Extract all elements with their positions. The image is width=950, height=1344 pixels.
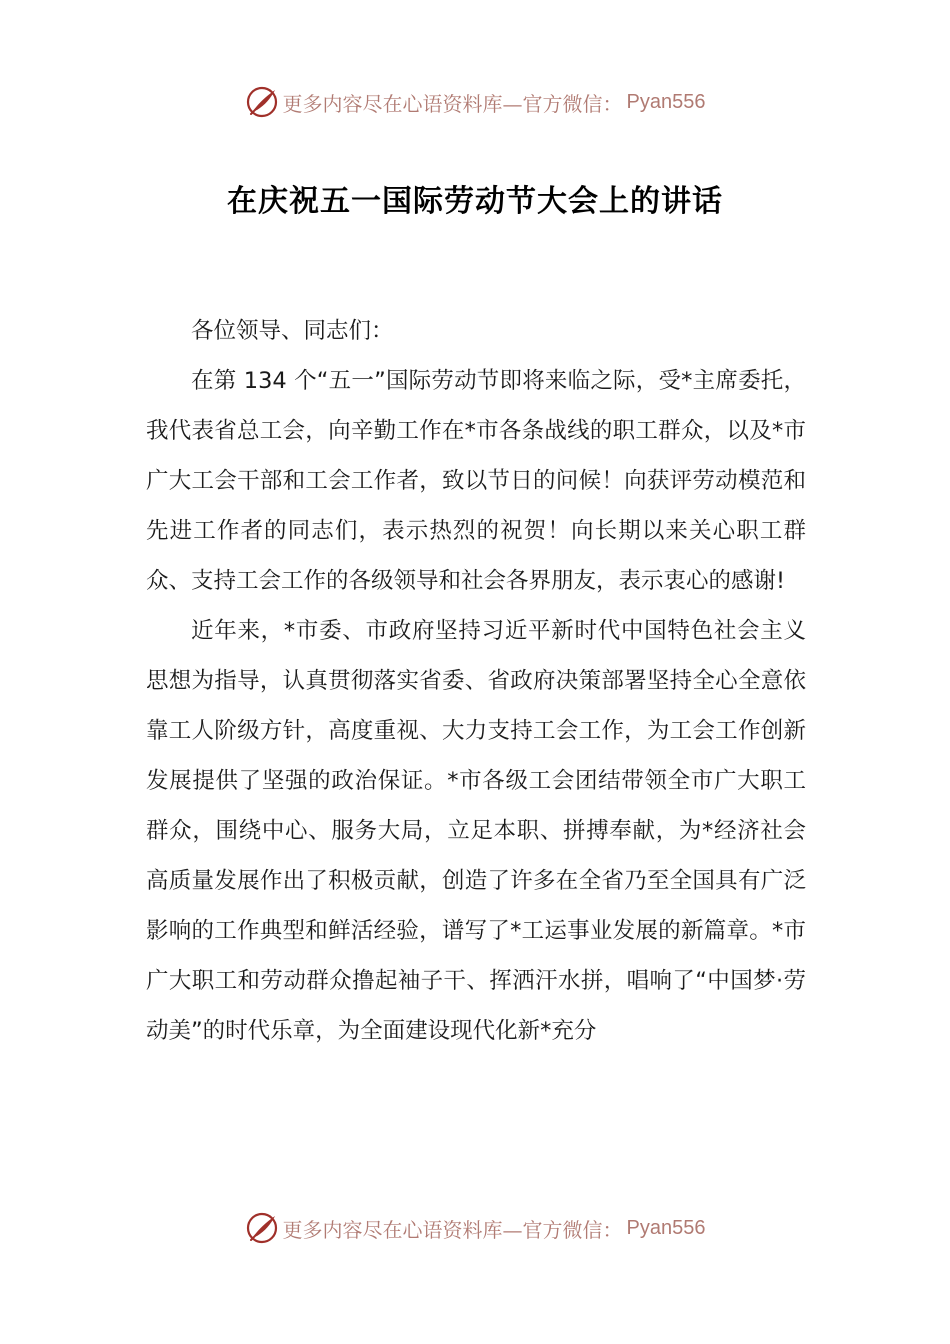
watermark-text: 更多内容尽在心语资料库—官方微信： (282, 1217, 623, 1242)
paragraph: 近年来，*市委、市政府坚持习近平新时代中国特色社会主义思想为指导，认真贯彻落实省委、省政府决策部署坚持全心全意依靠工人阶级方针，高度重视、大力支持工会工作，为工会工作创新发展提供了坚强的政治保证。*市各级工会团结带领全市广大职工群众，围绕中心、服务大局，立足本职、拼搏奉献，为*经济社会高质量发展作出了积极贡献，创造了许多在全省乃至全国具有广泛影响的工作典型和鲜活经验，谱写了*工运事业发展的新篇章。*市广大职工和劳动群众撸起袖子干、挥洒汗水拼，唱响了“中国梦·劳动美”的时代乐章，为全面建设现代化新*充分 (146, 618, 806, 1044)
watermark-wechat-id: Pyan556 (626, 1216, 706, 1239)
footer-watermark (0, 1208, 950, 1248)
watermark-text: 更多内容尽在心语资料库—官方微信： (282, 91, 623, 116)
header-watermark (0, 82, 950, 122)
document-title: 在庆祝五一国际劳动节大会上的讲话 (227, 184, 723, 219)
paragraph: 在第 134 个“五一”国际劳动节即将来临之际，受*主席委托，我代表省总工会，向辛勤工作在*市各条战线的职工群众，以及*市广大工会干部和工会工作者，致以节日的问候！向获评劳动模范和先进工作者的同志们，表示热烈的祝贺！向长期以来关心职工群众、支持工会工作的各级领导和社会各界朋友，表示衷心的感谢! (146, 368, 806, 594)
watermark-wechat-id: Pyan556 (626, 90, 706, 113)
quill-pen-icon (245, 85, 279, 119)
quill-pen-icon (245, 1211, 279, 1245)
document-body (146, 306, 806, 1056)
greeting: 各位领导、同志们： (191, 318, 394, 344)
